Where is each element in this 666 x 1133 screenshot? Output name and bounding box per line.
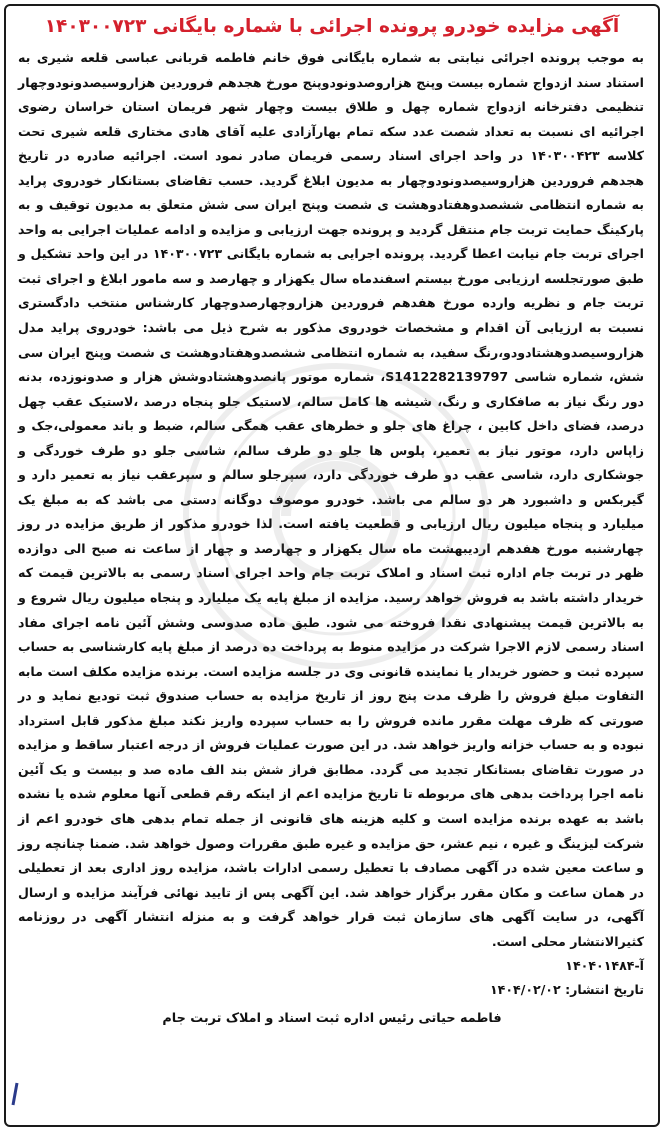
notice-frame	[4, 4, 660, 1127]
notice-reference: آ-۱۴۰۴۰۱۴۸۴	[565, 958, 644, 974]
publish-date: تاریخ انتشار: ۱۴۰۴/۰۲/۰۲	[489, 982, 644, 998]
notice-title: آگهی مزایده خودرو پرونده اجرائی با شماره بایگانی ۱۴۰۳۰۰۷۲۳	[44, 16, 620, 37]
corner-mark-icon	[10, 1081, 20, 1107]
signature-line: فاطمه حیاتی رئیس اداره ثبت اسناد و املاک تربت جام	[162, 1011, 502, 1027]
notice-body: به موجب پرونده اجرائی نیابتی به شماره بایگانی فوق خانم فاطمه قربانی عباسی قلعه شیری به استناد سند ازدواج شماره بیست وپنج هزاروصدونودوپنج مورخ هجدهم فروردین هزاروسیصدونودوچهار تنظیمی دفترخانه ازدواج شماره چهل و طلاق بیست وچهار شهر فریمان استان خراسان رضوی اجرائیه ای نسبت به تعداد شصت عدد سکه تمام بهارآزادی علیه آقای هادی مختاری قلعه شیری تحت کلاسه ۱۴۰۳۰۰۴۲۳ در واحد اجرای اسناد رسمی فریمان صادر نمود است. اجرائیه صادره در تاریخ هجدهم فروردین هزاروسیصدونودوچهار به مدیون ابلاغ گردید. حسب تقاضای بستانکار خودروی پراید به شماره انتظامی ششصدوهفتادوهشت ی شصت وپنج ایران سی شش متعلق به مدیون توقیف و به پارکینگ حمایت تربت جام منتقل گردید و پرونده جهت ارزیابی و مزایده و ادامه عملیات اجرایی به واحد اجرای تربت جام نیابت اعطا گردید. پرونده اجرایی به شماره بایگانی ۱۴۰۳۰۰۷۲۳ در این واحد تشکیل و طبق صورتجلسه ارزیابی مورخ بیستم اسفندماه سال یکهزار و چهارصد و سه مامور ابلاغ و اجرای ثبت تربت جام و نظریه وارده مورخ هفدهم فروردین هزاروچهارصدوچهار کارشناس منتخب دادگستری نسبت به ارزیابی آن اقدام و مشخصات خودروی مذکور به شرح ذیل می باشد: خودروی پراید مدل هزاروسیصدوهشتادودو،رنگ سفید، به شماره انتظامی ششصدوهفتادوهشت ی شصت وپنج ایران سی شش، شماره شاسی S1412282139797، شماره موتور پانصدوهشتادوشش هزار و صدونوزده، بدنه دور رنگ نیاز به صافکاری و رنگ، شیشه ها کامل سالم، لاستیک جلو پنجاه درصد ،لاستیک عقب چهل درصد، فضای داخل کابین ، چراغ های جلو و خطرهای عقب همگی سالم، ضبط و باند معمولی،جک و زاپاس دارد، موتور نیاز به تعمیر، پلوس ها جلو دو طرف سالم، شاسی جلو دو طرف خوردگی و جوشکاری دارد، شاسی عقب دو طرف خوردگی دارد، سپرجلو سالم و سپرعقب نیاز به تعمیر دارد و گیربکس و داشبورد هر دو سالم می باشد. خودرو موصوف دوگانه دستی می باشد که به مبلغ یک میلیارد و پنجاه میلیون ریال ارزیابی و قطعیت یافته است. لذا خودرو مذکور از طریق مزایده در روز چهارشنبه مورخ هفدهم اردیبهشت ماه سال یکهزار و چهارصد و چهار از ساعت نه صبح الی دوازده ظهر در تربت جام اداره ثبت اسناد و املاک تربت جام واحد اجرای اسناد رسمی به بالاترین قیمت که خریدار داشته باشد به فروش خواهد رسید. مزایده از مبلغ پایه یک میلیارد و پنجاه میلیون ریال شروع و به بالاترین قیمت پیشنهادی نقدا فروخته می شود. طبق ماده صدوسی وشش آئین نامه اجرای مفاد اسناد رسمی لازم الاجرا شرکت در مزایده منوط به پرداخت ده درصد از مبلغ پایه کارشناسی به حساب سپرده ثبت و حضور خریدار یا نماینده قانونی وی در جلسه مزایده است. برنده مزایده مکلف است مابه التفاوت مبلغ فروش را ظرف مدت پنج روز از تاریخ مزایده به حساب صندوق ثبت تودیع نماید و در صورتی که ظرف مهلت مقرر مانده فروش را به حساب سپرده واریز نکند مبلغ مذکور قابل استرداد نبوده و به حساب خزانه واریز خواهد شد. در این صورت عملیات فروش از درجه اعتبار ساقط و مزایده در صورت تقاضای بستانکار تجدید می گردد. مطابق فراز شش بند الف ماده صد و بیست و یک آئین نامه اجرا پرداخت بدهی های مربوطه تا تاریخ مزایده اعم از اینکه رقم قطعی آنها معلوم شده یا نشده باشد به عهده برنده مزایده است و کلیه هزینه های قانونی از جمله تمام بدهی های خودرو اعم از شرکت لیزینگ و غیره ، نیم عشر، حق مزایده و غیره طبق مقررات وصول خواهد شد. ضمنا چنانچه روز و ساعت معین شده در آگهی مصادف با تعطیل رسمی ادارات باشد، مزایده روز اداری بعد از تعطیلی در همان ساعت و مکان مقرر برگزار خواهد شد. این آگهی پس از تایید نهائی فرآیند مزایده و ارسال آگهی، در سایت آگهی های سازمان ثبت قرار خواهد گرفت و به منزله انتشار آگهی در روزنامه کثیرالانتشار محلی است.	[17, 50, 644, 949]
